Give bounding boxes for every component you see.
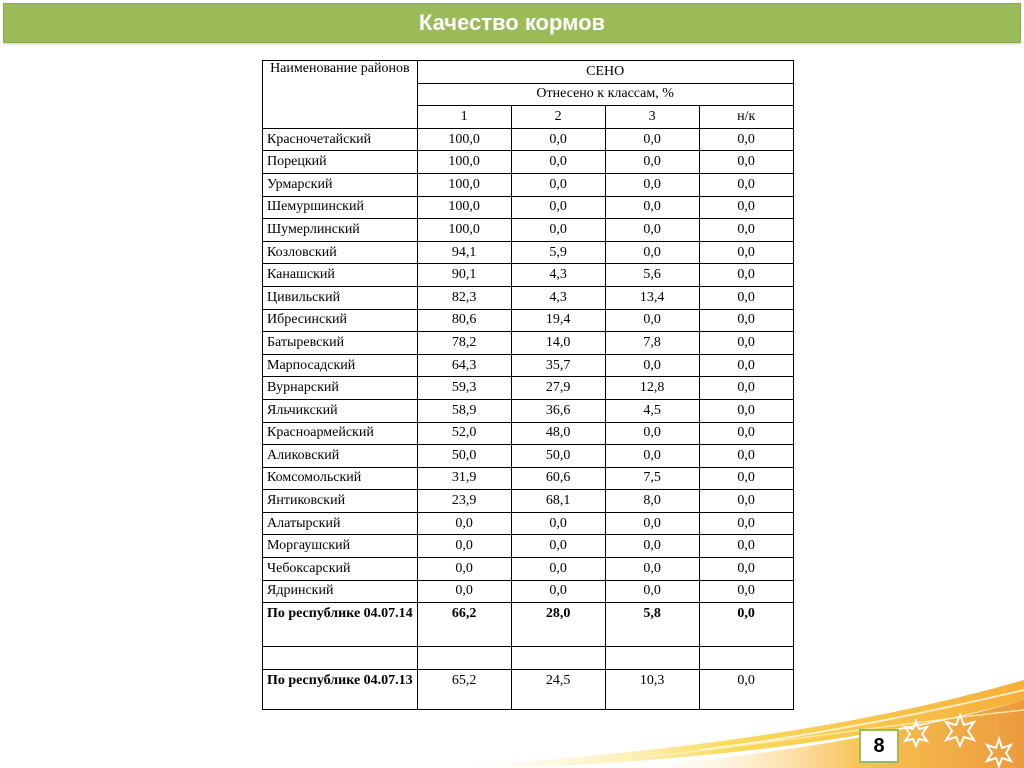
value-class-2: 4,3	[511, 264, 605, 287]
district-name: Шумерлинский	[263, 219, 418, 242]
value-class-2: 0,0	[511, 196, 605, 219]
value-class-1: 90,1	[417, 264, 511, 287]
value-class-3: 0,0	[605, 241, 699, 264]
value-class-2: 5,9	[511, 241, 605, 264]
value-class-3: 7,8	[605, 332, 699, 355]
district-name: Порецкий	[263, 151, 418, 174]
value-class-3: 4,5	[605, 399, 699, 422]
value-class-2: 0,0	[511, 128, 605, 151]
value-class-4: 0,0	[699, 286, 793, 309]
value-class-2: 28,0	[511, 603, 605, 647]
value-class-2: 0,0	[511, 580, 605, 603]
district-name: Янтиковский	[263, 490, 418, 513]
value-class-3: 12,8	[605, 377, 699, 400]
value-class-1: 0,0	[417, 535, 511, 558]
value-class-4: 0,0	[699, 332, 793, 355]
value-class-3: 8,0	[605, 490, 699, 513]
district-name: Моргаушский	[263, 535, 418, 558]
star-outline-icon	[987, 739, 1011, 766]
header-subgroup: Отнесено к классам, %	[417, 83, 793, 106]
value-class-4: 0,0	[699, 219, 793, 242]
value-class-1: 78,2	[417, 332, 511, 355]
value-class-3: 0,0	[605, 196, 699, 219]
value-class-4: 0,0	[699, 669, 793, 709]
value-class-1: 31,9	[417, 467, 511, 490]
header-class-1: 1	[417, 106, 511, 129]
value-class-3: 0,0	[605, 151, 699, 174]
value-class-2: 36,6	[511, 399, 605, 422]
value-class-3: 0,0	[605, 535, 699, 558]
value-class-1: 65,2	[417, 669, 511, 709]
header-group: СЕНО	[417, 61, 793, 84]
district-name: Ядринский	[263, 580, 418, 603]
value-class-4: 0,0	[699, 512, 793, 535]
value-class-3: 0,0	[605, 445, 699, 468]
district-name: Козловский	[263, 241, 418, 264]
value-class-3: 0,0	[605, 219, 699, 242]
district-name: Шемуршинский	[263, 196, 418, 219]
value-class-3: 0,0	[605, 354, 699, 377]
value-class-2: 0,0	[511, 558, 605, 581]
value-class-2: 4,3	[511, 286, 605, 309]
value-class-3: 0,0	[605, 309, 699, 332]
value-class-4: 0,0	[699, 241, 793, 264]
value-class-2: 60,6	[511, 467, 605, 490]
value-class-1: 58,9	[417, 399, 511, 422]
district-name: Алатырский	[263, 512, 418, 535]
page-title: Качество кормов	[418, 10, 606, 35]
district-name: По республике 04.07.13	[263, 669, 418, 709]
header-district-name: Наименование районов	[263, 61, 418, 129]
district-name: Ибресинский	[263, 309, 418, 332]
district-name: По республике 04.07.14	[263, 603, 418, 647]
district-name: Красночетайский	[263, 128, 418, 151]
value-class-4: 0,0	[699, 309, 793, 332]
value-class-3: 7,5	[605, 467, 699, 490]
value-class-4: 0,0	[699, 558, 793, 581]
value-class-4: 0,0	[699, 490, 793, 513]
value-class-1: 52,0	[417, 422, 511, 445]
value-class-3: 5,8	[605, 603, 699, 647]
value-class-1: 94,1	[417, 241, 511, 264]
value-class-2: 0,0	[511, 512, 605, 535]
value-class-4: 0,0	[699, 128, 793, 151]
value-class-4: 0,0	[699, 603, 793, 647]
value-class-3: 0,0	[605, 558, 699, 581]
value-class-1: 82,3	[417, 286, 511, 309]
value-class-1: 100,0	[417, 173, 511, 196]
value-class-1: 23,9	[417, 490, 511, 513]
value-class-3: 0,0	[605, 512, 699, 535]
value-class-1: 50,0	[417, 445, 511, 468]
value-class-1: 100,0	[417, 219, 511, 242]
value-class-2: 0,0	[511, 173, 605, 196]
district-name: Урмарский	[263, 173, 418, 196]
value-class-4: 0,0	[699, 535, 793, 558]
value-class-1: 100,0	[417, 128, 511, 151]
district-name: Комсомольский	[263, 467, 418, 490]
value-class-4: 0,0	[699, 264, 793, 287]
value-class-3: 0,0	[605, 422, 699, 445]
value-class-2: 19,4	[511, 309, 605, 332]
value-class-2: 0,0	[511, 151, 605, 174]
value-class-2: 24,5	[511, 669, 605, 709]
value-class-1: 80,6	[417, 309, 511, 332]
value-class-4: 0,0	[699, 196, 793, 219]
value-class-2: 50,0	[511, 445, 605, 468]
header-class-nk: н/к	[699, 106, 793, 129]
value-class-1: 100,0	[417, 196, 511, 219]
district-name: Яльчикский	[263, 399, 418, 422]
value-class-1: 0,0	[417, 580, 511, 603]
value-class-2: 14,0	[511, 332, 605, 355]
district-name: Аликовский	[263, 445, 418, 468]
value-class-4: 0,0	[699, 422, 793, 445]
district-name: Красноармейский	[263, 422, 418, 445]
value-class-1: 66,2	[417, 603, 511, 647]
value-class-4: 0,0	[699, 445, 793, 468]
header-class-3: 3	[605, 106, 699, 129]
header-class-2: 2	[511, 106, 605, 129]
value-class-4: 0,0	[699, 354, 793, 377]
district-name: Канашский	[263, 264, 418, 287]
district-name: Цивильский	[263, 286, 418, 309]
value-class-4: 0,0	[699, 467, 793, 490]
district-name: Чебоксарский	[263, 558, 418, 581]
value-class-4: 0,0	[699, 377, 793, 400]
value-class-4: 0,0	[699, 580, 793, 603]
value-class-1: 100,0	[417, 151, 511, 174]
value-class-2: 27,9	[511, 377, 605, 400]
value-class-4: 0,0	[699, 173, 793, 196]
value-class-2: 68,1	[511, 490, 605, 513]
page-number: 8	[859, 729, 899, 763]
star-outline-icon	[946, 715, 974, 746]
value-class-1: 64,3	[417, 354, 511, 377]
value-class-1: 0,0	[417, 558, 511, 581]
value-class-3: 0,0	[605, 173, 699, 196]
value-class-1: 59,3	[417, 377, 511, 400]
value-class-3: 0,0	[605, 128, 699, 151]
value-class-2: 0,0	[511, 219, 605, 242]
value-class-4: 0,0	[699, 399, 793, 422]
district-name: Вурнарский	[263, 377, 418, 400]
value-class-2: 0,0	[511, 535, 605, 558]
district-name: Марпосадский	[263, 354, 418, 377]
value-class-3: 13,4	[605, 286, 699, 309]
value-class-2: 35,7	[511, 354, 605, 377]
value-class-2: 48,0	[511, 422, 605, 445]
value-class-3: 5,6	[605, 264, 699, 287]
star-outline-icon	[905, 721, 927, 746]
value-class-4: 0,0	[699, 151, 793, 174]
value-class-1: 0,0	[417, 512, 511, 535]
value-class-3: 0,0	[605, 580, 699, 603]
district-name: Батыревский	[263, 332, 418, 355]
value-class-3: 10,3	[605, 669, 699, 709]
